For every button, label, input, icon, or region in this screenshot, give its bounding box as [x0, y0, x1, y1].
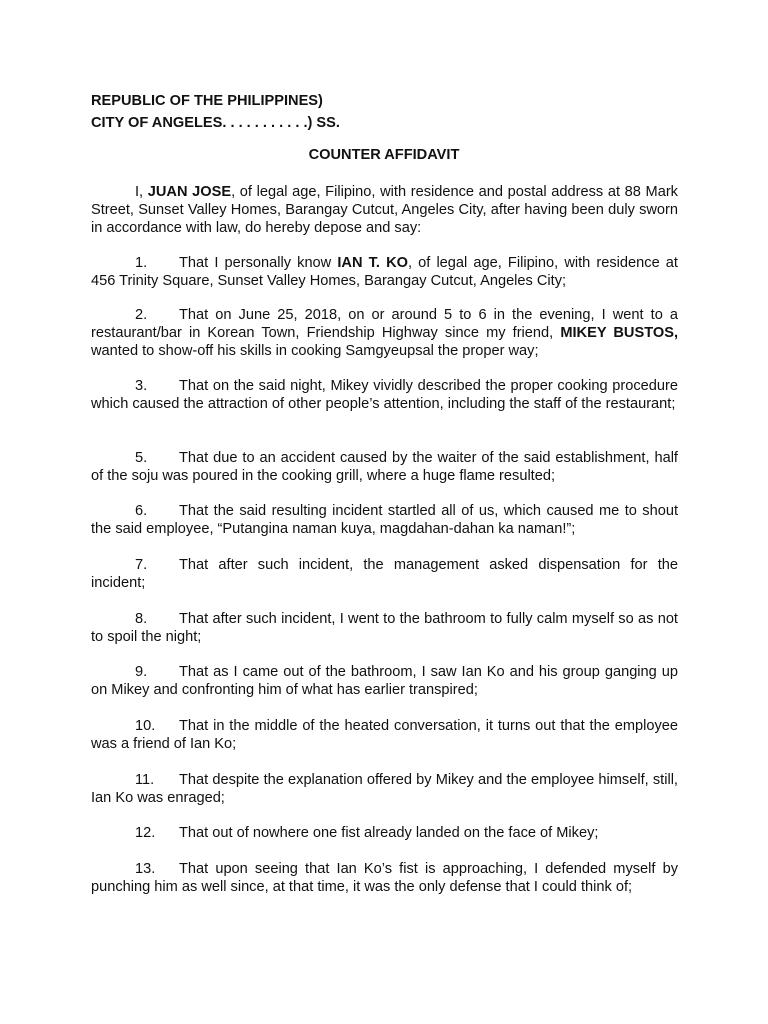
paragraph-text: That due to an accident caused by the waiter of the said establishment, half of the soju was poured in the cooking grill, where a huge flame resulted; — [91, 450, 678, 484]
paragraph-number: 1. — [135, 255, 148, 271]
paragraph-number: 7. — [135, 557, 148, 573]
document-title: COUNTER AFFIDAVIT — [308, 147, 460, 163]
venue-line-republic: REPUBLIC OF THE PHILIPPINES) — [91, 93, 323, 109]
paragraph-text: That the said resulting incident startled all of us, which caused me to shout the said employee, “Putangina naman kuya, magdahan-dahan ka naman!”; — [91, 503, 678, 537]
intro-post: , of legal age, Filipino, with residence and postal address at 88 Mark Street, Sunset Valley Homes, Barangay Cutcut, Angeles City, after having been duly sworn in accordance with law, do hereby depose and say: — [91, 184, 678, 236]
paragraph-text-after: , of legal age, Filipino, with residence at 456 Trinity Square, Sunset Valley Homes, Barangay Cutcut, Angeles City; — [91, 255, 678, 289]
paragraph-2 — [91, 306, 678, 360]
paragraph-number: 13. — [135, 861, 156, 877]
paragraph-number: 2. — [135, 307, 148, 323]
paragraph-number: 5. — [135, 450, 148, 466]
paragraph-8 — [91, 610, 678, 646]
paragraph-text: That out of nowhere one fist already landed on the face of Mikey; — [179, 825, 599, 841]
paragraph-9 — [91, 663, 678, 699]
paragraph-text: That as I came out of the bathroom, I saw Ian Ko and his group ganging up on Mikey and confronting him of what has earlier transpired; — [91, 664, 678, 698]
paragraph-text: That I personally know — [179, 255, 338, 271]
paragraph-3 — [91, 377, 678, 413]
paragraph-text: That upon seeing that Ian Ko’s fist is approaching, I defended myself by punching him as well since, at that time, it was the only defense that I could think of; — [91, 861, 678, 895]
paragraph-12 — [91, 824, 678, 842]
paragraph-number: 11. — [135, 772, 155, 788]
affiant-name: JUAN JOSE — [147, 184, 232, 200]
venue-block — [91, 92, 340, 136]
paragraph-7 — [91, 556, 678, 592]
paragraph-number: 9. — [135, 664, 148, 680]
paragraph-1 — [91, 254, 678, 290]
paragraph-text: That on the said night, Mikey vividly described the proper cooking procedure which caused the attraction of other people’s attention, including the staff of the restaurant; — [91, 378, 678, 412]
paragraph-13 — [91, 860, 678, 896]
paragraph-bold: MIKEY BUSTOS, — [560, 325, 678, 341]
paragraph-number: 6. — [135, 503, 148, 519]
paragraph-text: That despite the explanation offered by Mikey and the employee himself, still, Ian Ko was enraged; — [91, 772, 678, 806]
paragraph-text: That after such incident, I went to the bathroom to fully calm myself so as not to spoil the night; — [91, 611, 678, 645]
paragraph-5 — [91, 449, 678, 485]
paragraph-number: 3. — [135, 378, 148, 394]
paragraph-bold: IAN T. KO — [337, 255, 408, 271]
paragraph-11 — [91, 771, 678, 807]
paragraph-number: 8. — [135, 611, 148, 627]
paragraph-10 — [91, 717, 678, 753]
paragraph-number: 12. — [135, 825, 156, 841]
intro-pre: I, — [135, 184, 148, 200]
intro-paragraph — [91, 183, 678, 237]
venue-line-city: CITY OF ANGELES. . . . . . . . . . .) SS. — [91, 115, 340, 131]
paragraph-text-after: wanted to show-off his skills in cooking Samgyeupsal the proper way; — [91, 343, 539, 359]
paragraph-6 — [91, 502, 678, 538]
paragraph-text: That in the middle of the heated conversation, it turns out that the employee was a friend of Ian Ko; — [91, 718, 678, 752]
paragraph-text: That on June 25, 2018, on or around 5 to 6 in the evening, I went to a restaurant/bar in Korean Town, Friendship Highway since my friend, — [91, 307, 678, 341]
paragraph-text: That after such incident, the management asked dispensation for the incident; — [91, 557, 678, 591]
paragraph-number: 10. — [135, 718, 156, 734]
